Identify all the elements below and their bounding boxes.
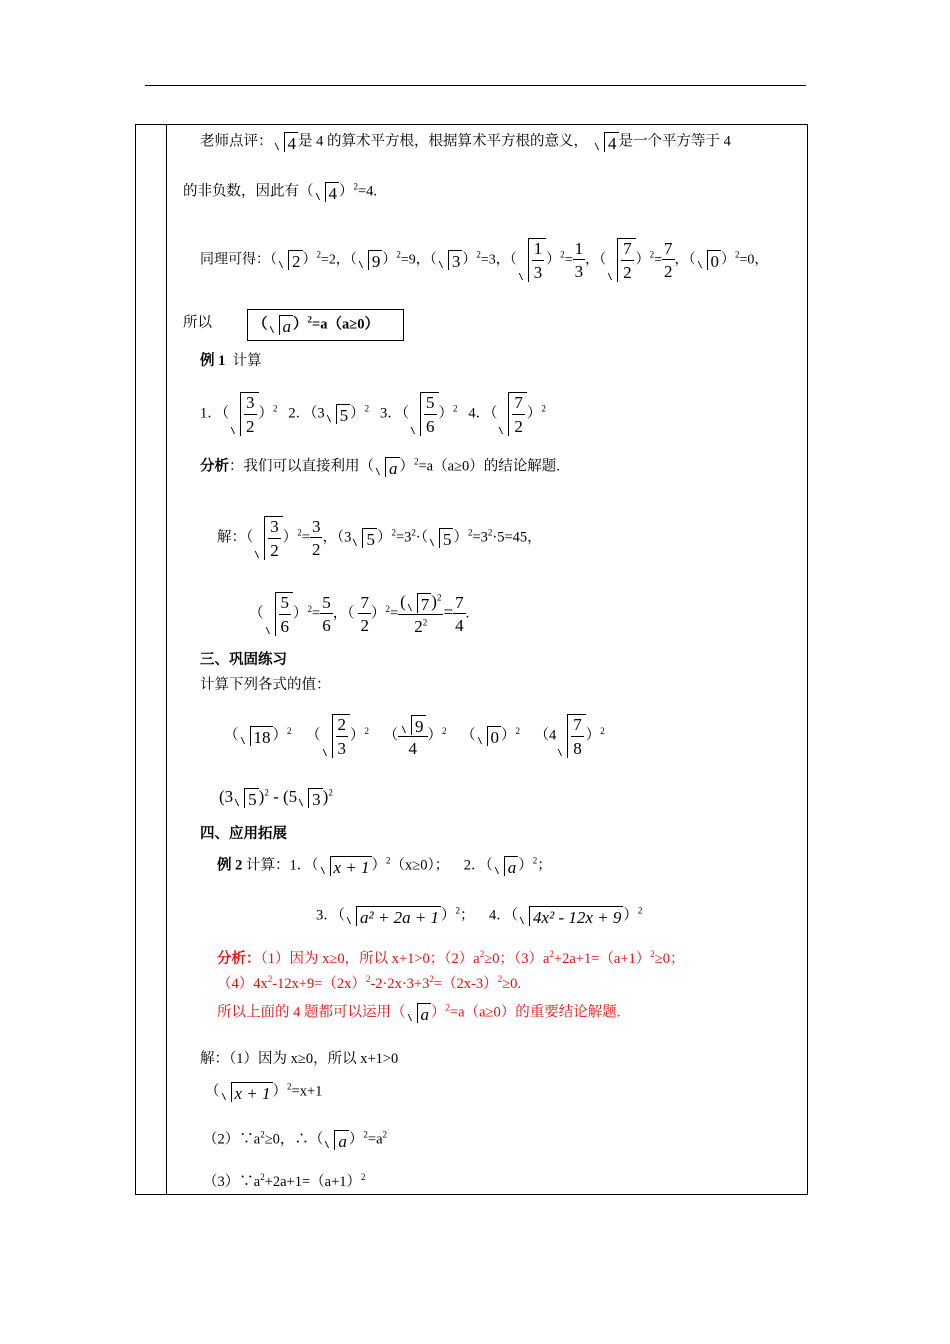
solution2-line2: （ x + 1 ）$^2$=x+1 <box>205 1081 323 1103</box>
teacher-comment-line2: 的非负数，因此有（ 4 ）$^2$=4. <box>183 181 378 203</box>
practice-items: （ 18 ）$^2$ （ $\frac{2}{3}$ ）$^2$ （ $\frac{9}{4}$ ）$^2$ （ 0 ）$^2$ （4 $\frac{7}{8}$ ）$^2$ <box>224 715 605 759</box>
analysis2-line1: 分析：（1）因为 x≥0，所以 x+1>0；$(2)a^2\ge 0$；$(3)a^2+2a+1=(a+1)^2\ge 0$； <box>217 949 685 967</box>
header-rule <box>145 85 806 86</box>
similarly-line: 同理可得：（ 2 ）$^2$=2，（ 9 ）$^2$=9，（ 3 ）$^2$=3，（ $\frac{1}{3}$ ）$^2$= $\frac{1}{3}$ ，（ $\frac{7}{2}$ ）$^2$= $\frac{7}{2}$ ，（ 0 ）$^2$=0， <box>200 238 769 282</box>
solution1-line1: 解：（ $\frac{3}{2}$ ）$^2$= $\frac{3}{2}$ ，（3 5 ）$^2=3^2\cdot$（ 5 ）$^2=3^2\cdot 5=45$， <box>217 516 542 560</box>
therefore-label: 所以 <box>183 315 212 331</box>
analysis1: 分析：我们可以直接利用（ a ）$^2$=a（a≥0）的结论解题. <box>200 456 560 478</box>
solution2-line1: 解：（1）因为 x≥0，所以 x+1>0 <box>200 1051 399 1067</box>
section3-title: 三、巩固练习 <box>200 652 287 668</box>
example1-heading: 例 1 计算 <box>200 353 262 369</box>
solution2-line4: $(3)\because a^2+2a+1=(a+1)^2$ <box>203 1172 366 1190</box>
solution2-line3: $(2)\because a^2\ge 0$，∴（ a ）$^2=a^2$ <box>203 1129 388 1151</box>
example2-line1: 例 2 计算：1．（ x + 1 ）$^2$（x≥0）； 2．（ a ）$^2$； <box>217 855 552 877</box>
key-formula: （ a ）$^2$=a（a≥0） <box>253 314 379 336</box>
example1-items: 1．（ $\frac{3}{2}$ ）$^2$ 2．（3 5 ）$^2$ 3．（ $\frac{5}{6}$ ）$^2$ 4．（ $\frac{7}{2}$ ）$^2$ <box>200 393 546 436</box>
practice-last-item: (3 5 )$^2$ - (5 3 )$^2$ <box>219 787 333 810</box>
solution1-line2: （ $\frac{5}{6}$ ）$^2$= $\frac{5}{6}$ ，（ $\frac{7}{2}$ ）$^2$= $\frac{( 7 )^2}{2^2}$ = $\frac{7}{4}$ . <box>249 592 470 637</box>
table-divider <box>166 125 167 1194</box>
analysis2-line3: 所以上面的 4 题都可以运用（ a ）$^2$=a（a≥0）的重要结论解题. <box>217 1002 621 1024</box>
analysis2-line2: $(4)4x^2-12x+9=(2x)^2-2\cdot 2x\cdot 3+3^2=(2x-3)^2\ge 0$. <box>217 974 521 992</box>
section3-instruction: 计算下列各式的值： <box>200 677 331 693</box>
example2-line2: 3．（ a² + 2a + 1 ）$^2$； 4．（ 4x² - 12x + 9 ）$^2$ <box>316 905 643 927</box>
section4-title: 四、应用拓展 <box>200 826 287 842</box>
teacher-comment-line1: 老师点评： 4 是 4 的算术平方根，根据算术平方根的意义， 4 是一个平方等于 4 <box>200 133 731 153</box>
